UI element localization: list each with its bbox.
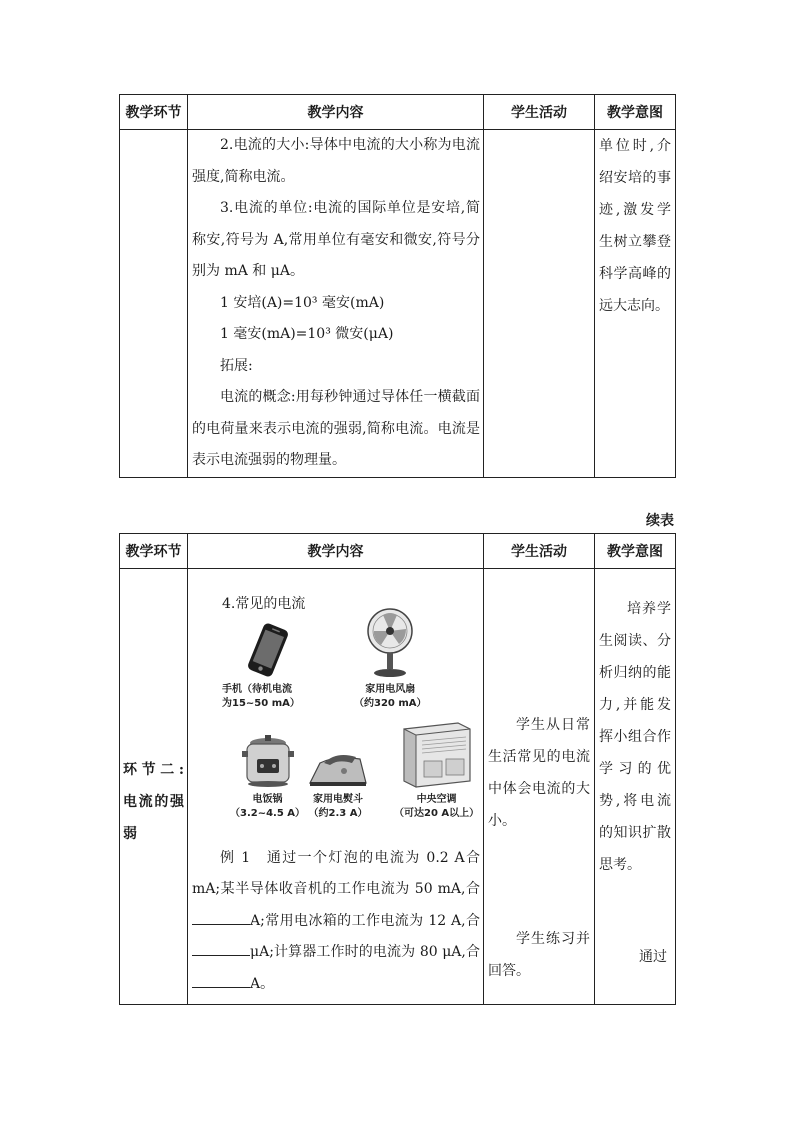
content-paragraph: 拓展: — [220, 357, 253, 374]
intent-text: 单位时,介绍安培的事迹,激发学生树立攀登科学高峰的远大志向。 — [599, 138, 671, 314]
device-caption: 为15~50 mA） — [222, 697, 300, 709]
content-title: 4.常见的电流 — [222, 596, 306, 612]
answer-blank[interactable] — [192, 973, 250, 988]
continued-label: 续表 — [646, 513, 674, 529]
stage-label: 环节二:电流的强弱 — [123, 761, 184, 842]
example-part: 例 1 通过一个灯泡的电流为 0.2 A合 mA;某半导体收音机的工作电流为 50 mA,合 — [192, 849, 480, 897]
answer-blank[interactable] — [192, 910, 250, 925]
air-conditioner-icon — [400, 717, 474, 789]
header-stage: 教学环节 — [120, 534, 188, 569]
rice-cooker-icon — [239, 733, 297, 789]
device-iron — [306, 749, 370, 821]
stage-cell — [120, 130, 188, 478]
iron-icon — [306, 749, 370, 789]
table-header-row — [120, 534, 676, 569]
content-paragraph: 2.电流的大小:导体中电流的大小称为电流强度,简称电流。 — [192, 137, 480, 185]
example-part: A。 — [250, 975, 275, 992]
device-caption: 家用电熨斗 — [313, 793, 363, 805]
intent-cell — [595, 569, 676, 1005]
intent-text-1: 培养学生阅读、分析归纳的能力,并能发挥小组合作学习的优势,将电流的知识扩散思考。 — [599, 601, 671, 873]
example-text — [192, 843, 480, 1001]
header-intent: 教学意图 — [595, 95, 676, 130]
table-row — [120, 130, 676, 478]
header-activity: 学生活动 — [484, 534, 595, 569]
activity-text-2: 学生练习并回答。 — [488, 931, 590, 979]
activity-text-1: 学生从日常生活常见的电流中体会电流的大小。 — [488, 717, 590, 829]
example-part: μA;计算器工作时的电流为 80 μA,合 — [250, 944, 480, 960]
content-paragraph: 3.电流的单位:电流的国际单位是安培,简称安,符号为 A,常用单位有毫安和微安,符号分别为 mA 和 μA。 — [192, 200, 480, 279]
intent-cell — [595, 130, 676, 478]
device-fan — [354, 607, 427, 711]
device-caption: 家用电风扇 — [365, 683, 416, 695]
header-intent: 教学意图 — [595, 534, 676, 569]
content-formula: 1 安培(A)=10³ 毫安(mA) — [220, 294, 385, 311]
table-header-row — [120, 95, 676, 130]
header-content: 教学内容 — [188, 95, 484, 130]
header-content: 教学内容 — [188, 534, 484, 569]
device-air-conditioner — [394, 717, 479, 821]
device-phone — [222, 621, 300, 711]
header-stage: 教学环节 — [120, 95, 188, 130]
content-cell — [188, 569, 484, 1005]
fan-icon — [359, 607, 421, 679]
phone-icon — [241, 621, 295, 679]
devices-figure — [218, 621, 483, 843]
device-rice-cooker — [230, 733, 305, 821]
content-paragraph: 电流的概念:用每秒钟通过导体任一横截面的电荷量来表示电流的强弱,简称电流。电流是表示电流强弱的物理量。 — [192, 389, 480, 468]
device-caption: 电饭锅 — [252, 793, 283, 805]
lesson-table-1 — [119, 94, 676, 478]
device-caption: （可达20 A以上） — [394, 807, 480, 819]
activity-cell — [484, 569, 595, 1005]
table-row — [120, 569, 676, 1005]
lesson-table-2 — [119, 533, 676, 1005]
device-caption: 中央空调 — [416, 793, 457, 805]
device-caption: （约320 mA） — [354, 697, 427, 709]
activity-cell — [484, 130, 595, 478]
answer-blank[interactable] — [192, 941, 250, 956]
device-caption: （约2.3 A） — [308, 807, 368, 819]
device-caption: （3.2~4.5 A） — [230, 807, 306, 819]
content-formula: 1 毫安(mA)=10³ 微安(μA) — [220, 326, 394, 342]
intent-text-2: 通过 — [639, 949, 667, 965]
content-cell — [188, 130, 484, 478]
example-part: A;常用电冰箱的工作电流为 12 A,合 — [250, 912, 480, 929]
stage-cell — [120, 569, 188, 1005]
device-caption: 手机（待机电流 — [222, 683, 292, 695]
header-activity: 学生活动 — [484, 95, 595, 130]
